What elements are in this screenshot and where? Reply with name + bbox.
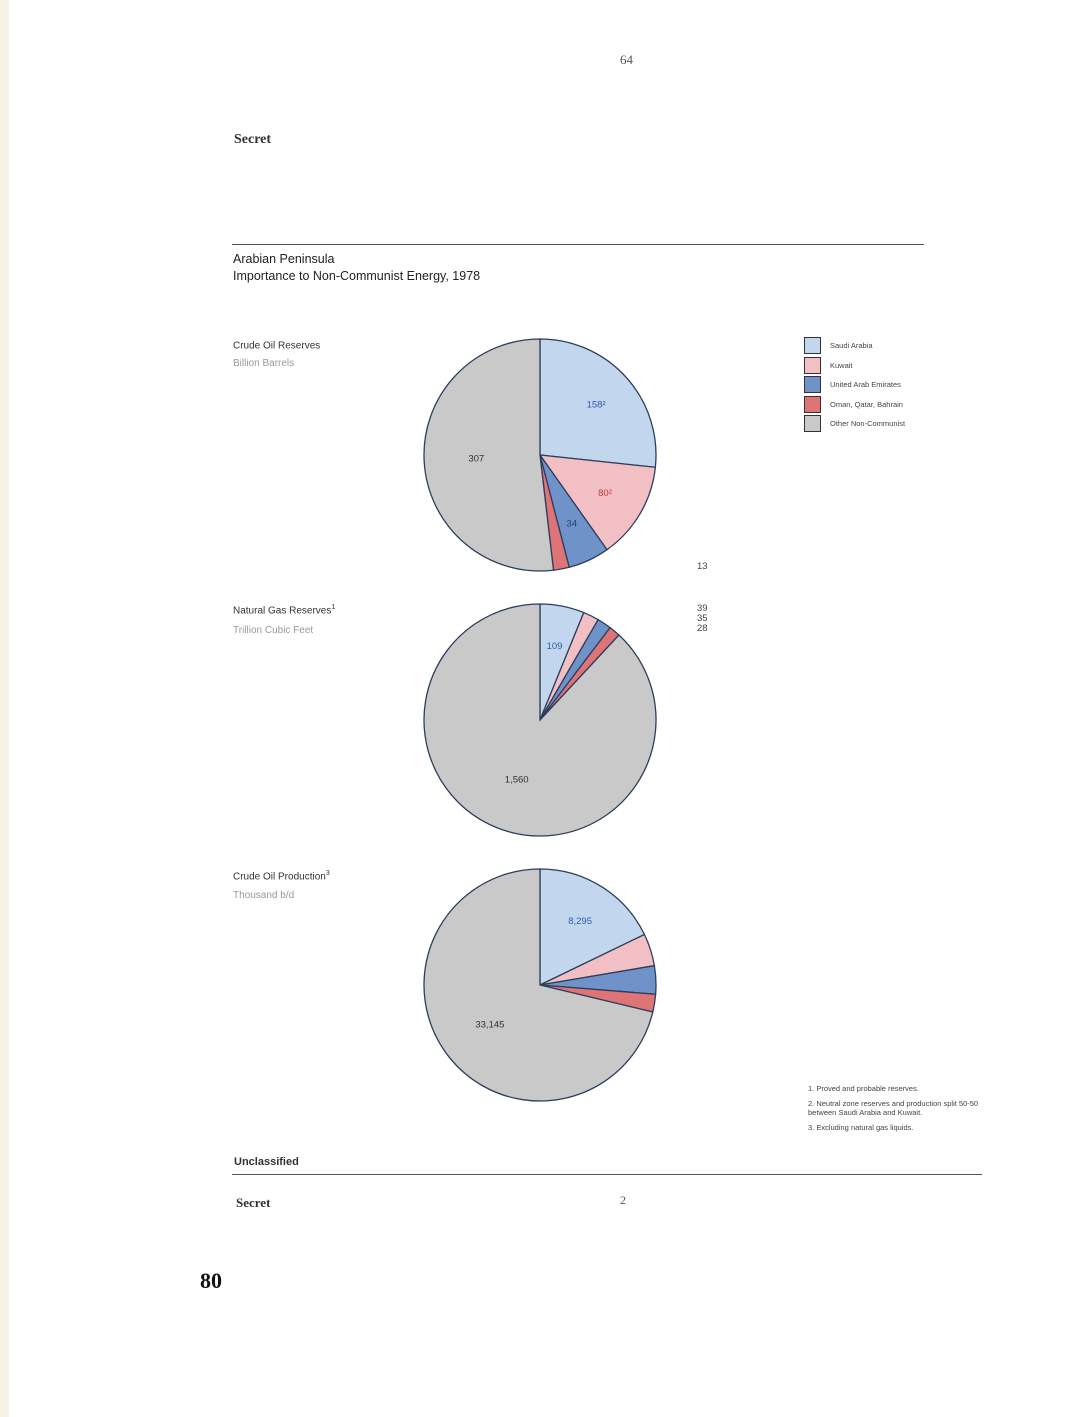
sheet-number: 2 (620, 1193, 626, 1207)
legend-item-united-arab-emirates: United Arab Emirates (804, 375, 905, 395)
figure-title-line1: Arabian Peninsula (233, 252, 335, 266)
figure-title-line2: Importance to Non-Communist Energy, 1978 (233, 269, 481, 283)
slice-label-other-non-communist: 307 (468, 453, 485, 465)
slice-label-other-non-communist: 33,145 (475, 1019, 505, 1031)
page-number: 64 (620, 52, 633, 67)
pie-slice-other-non-communist (424, 339, 554, 571)
slice-label-saudi-arabia: 109 (546, 641, 563, 652)
slice-callout-oman-qatar-bahrain-oil-reserves: 13 (697, 561, 708, 572)
footnote-1: 1. Proved and probable reserves. (808, 1084, 919, 1093)
chart-title-natural-gas-reserves: Natural Gas Reserves$^1$ (233, 604, 336, 617)
legend-item-other-non-communist: Other Non-Communist (804, 414, 905, 434)
legend-swatch-saudi-arabia (804, 337, 821, 354)
slice-label-other-non-communist: 1,560 (504, 774, 529, 786)
slice-callout-kuwait-gas: 39 (697, 603, 708, 614)
footnote-2: 2. Neutral zone reserves and production split 50-50 between Saudi Arabia and Kuwait. (808, 1099, 979, 1117)
footnote-3: 3. Excluding natural gas liquids. (808, 1123, 914, 1132)
legend-swatch-kuwait (804, 357, 821, 374)
slice-callout-uae-gas: 35 (697, 613, 708, 624)
pie-chart-crude-oil-production (400, 850, 680, 1120)
slice-label-saudi-arabia: 158² (586, 399, 606, 411)
legend-swatch-united-arab-emirates (804, 376, 821, 393)
legend-item-kuwait: Kuwait (804, 356, 905, 376)
slice-label-kuwait: 80² (598, 488, 612, 500)
chart-unit-crude-oil-reserves: Billion Barrels (233, 358, 295, 369)
chart-unit-natural-gas-reserves: Trillion Cubic Feet (233, 625, 314, 636)
security-marking-bottom: Secret (236, 1195, 271, 1210)
pie-slice-other-non-communist (424, 604, 656, 836)
slice-label-united-arab-emirates: 34 (566, 518, 578, 530)
classification-label: Unclassified (234, 1156, 299, 1168)
security-marking-top: Secret (234, 132, 272, 147)
chart-title-crude-oil-reserves: Crude Oil Reserves (233, 340, 321, 352)
pie-chart-crude-oil-reserves (400, 320, 680, 590)
stamp-number: 80 (200, 1268, 222, 1293)
legend (804, 336, 905, 434)
pie-chart-natural-gas-reserves (400, 585, 680, 855)
legend-item-oman-qatar-bahrain: Oman, Qatar, Bahrain (804, 395, 905, 415)
legend-swatch-other-non-communist (804, 415, 821, 432)
footnotes (808, 1084, 983, 1138)
slice-label-saudi-arabia: 8,295 (568, 916, 592, 928)
figure-title (233, 251, 480, 285)
bottom-rule (232, 1174, 982, 1175)
slice-callout-oman-qatar-bahrain-gas: 28 (697, 623, 708, 634)
top-rule (232, 244, 924, 245)
chart-unit-crude-oil-production: Thousand b/d (233, 890, 295, 901)
chart-title-crude-oil-production: Crude Oil Production$^3$ (233, 870, 330, 883)
legend-swatch-oman-qatar-bahrain (804, 396, 821, 413)
scan-edge (0, 0, 9, 1417)
legend-item-saudi-arabia: Saudi Arabia (804, 336, 905, 356)
